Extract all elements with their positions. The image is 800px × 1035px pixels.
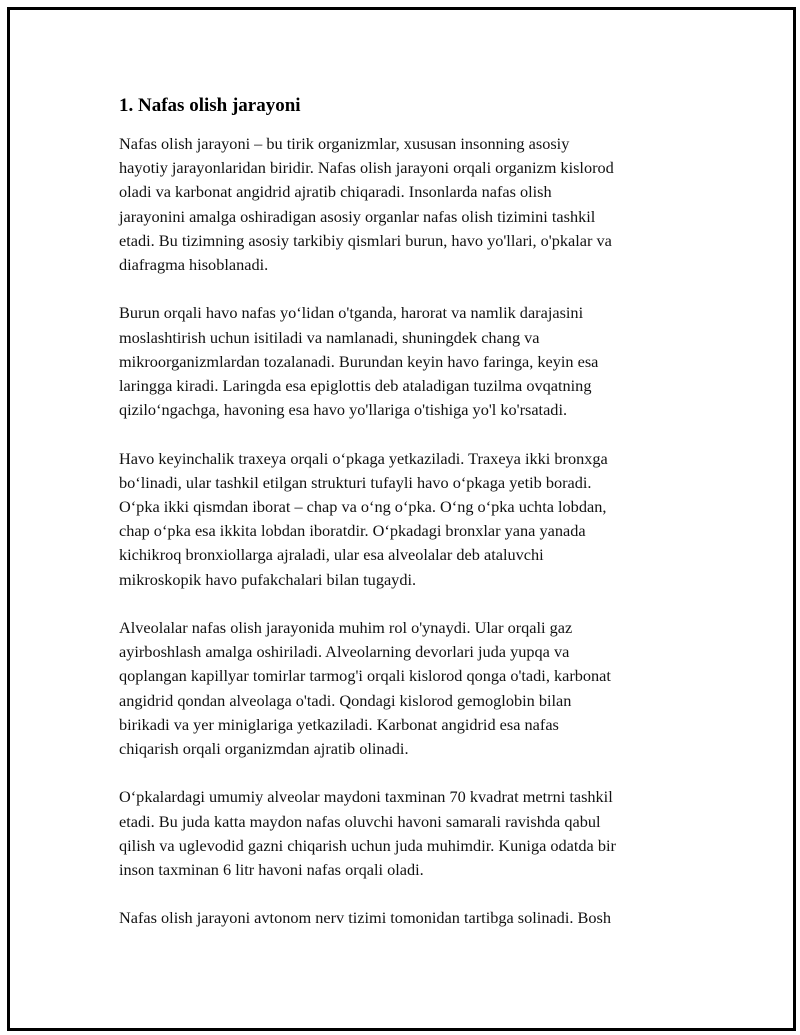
text-line: qizilo‘ngachga, havoning esa havo yo'llariga o'tishiga yo'l ko'rsatadi.	[119, 400, 568, 420]
paragraph-3	[119, 447, 689, 592]
text-line: etadi. Bu juda katta maydon nafas oluvchi havoni samarali ravishda qabul	[119, 811, 601, 831]
text-line: Havo keyinchalik traxeya orqali o‘pkaga yetkaziladi. Traxeya ikki bronxga	[119, 448, 608, 468]
text-line: O‘pka ikki qismdan iborat – chap va o‘ng o‘pka. O‘ng o‘pka uchta lobdan,	[119, 497, 607, 517]
section-heading: 1. Nafas olish jarayoni	[119, 95, 301, 116]
text-line: angidrid qondan alveolaga o'tadi. Qondagi kislorod gemoglobin bilan	[119, 690, 572, 710]
text-line: O‘pkalardagi umumiy alveolar maydoni taxminan 70 kvadrat metrni tashkil	[119, 787, 613, 807]
text-line: Nafas olish jarayoni – bu tirik organizmlar, xususan insonning asosiy	[119, 134, 570, 153]
text-line: mikroskopik havo pufakchalari bilan tugaydi.	[119, 569, 417, 589]
page-frame	[7, 7, 796, 1031]
text-line: bo‘linadi, ular tashkil etilgan strukturi tufayli havo o‘pkaga yetib boradi.	[119, 472, 592, 492]
text-line: kichikroq bronxiollarga ajraladi, ular esa alveolalar deb ataluvchi	[119, 545, 544, 565]
text-line: Alveolalar nafas olish jarayonida muhim rol o'ynaydi. Ular orqali gaz	[119, 618, 573, 638]
text-line: hayotiy jarayonlaridan biridir. Nafas olish jarayoni orqali organizm kislorod	[119, 158, 614, 178]
text-line: oladi va karbonat angidrid ajratib chiqaradi. Insonlarda nafas olish	[119, 182, 552, 202]
text-line: laringga kiradi. Laringda esa epiglottis deb ataladigan tuzilma ovqatning	[119, 376, 592, 396]
paragraph-6	[119, 906, 689, 930]
text-line: ayirboshlash amalga oshiriladi. Alveolarning devorlari juda yupqa va	[119, 642, 570, 662]
text-line: mikroorganizmlardan tozalanadi. Burundan keyin havo faringa, keyin esa	[119, 351, 599, 371]
text-line: moslashtirish uchun isitiladi va namlanadi, shuningdek chang va	[119, 327, 540, 347]
paragraph-2	[119, 301, 689, 422]
text-line: qilish va uglevodid gazni chiqarish uchun juda muhimdir. Kuniga odatda bir	[119, 835, 616, 855]
text-line: Nafas olish jarayoni avtonom nerv tizimi tomonidan tartibga solinadi. Bosh	[119, 908, 611, 928]
text-line: Burun orqali havo nafas yo‘lidan o'tganda, harorat va namlik darajasini	[119, 303, 584, 323]
paragraph-1	[119, 132, 689, 277]
text-line: inson taxminan 6 litr havoni nafas orqali oladi.	[119, 860, 424, 880]
text-line: jarayonini amalga oshiradigan asosiy organlar nafas olish tizimini tashkil	[119, 206, 596, 226]
document-body	[119, 94, 689, 955]
paragraph-5	[119, 785, 689, 882]
text-line: qoplangan kapillyar tomirlar tarmog'i orqali kislorod qonga o'tadi, karbonat	[119, 666, 611, 686]
text-line: etadi. Bu tizimning asosiy tarkibiy qismlari burun, havo yo'llari, o'pkalar va	[119, 230, 612, 250]
text-line: chiqarish orqali organizmdan ajratib olinadi.	[119, 739, 409, 759]
paragraph-4	[119, 616, 689, 761]
text-line: diafragma hisoblanadi.	[119, 255, 269, 275]
text-line: birikadi va yer miniglariga yetkaziladi. Karbonat angidrid esa nafas	[119, 714, 559, 734]
text-line: chap o‘pka esa ikkita lobdan iboratdir. O‘pkadagi bronxlar yana yanada	[119, 521, 586, 541]
